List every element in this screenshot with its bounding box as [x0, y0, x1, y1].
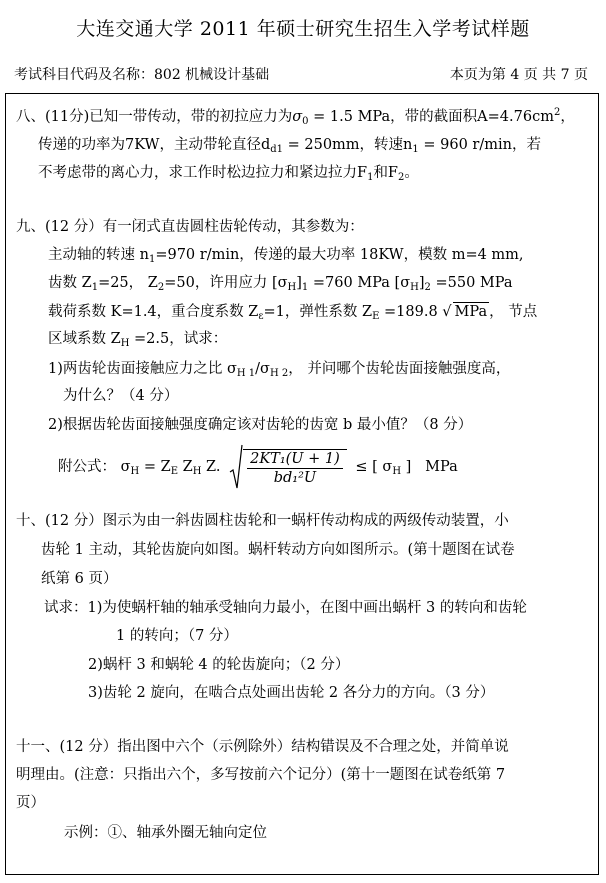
- q9-line-4: 载荷系数 K=1.4，重合度系数 $Z_\varepsilon=1$，弹性系数 $Z_E =189.8$ √ MPa ， 节点: [48, 304, 538, 322]
- q10-line-2: 齿轮 1 主动，其轮齿旋向如图。蜗杆转动方向如图所示。(第十题图在试卷: [41, 542, 515, 558]
- formula-fraction: [247, 452, 343, 486]
- question-box: [5, 93, 599, 875]
- page-number: 本页为第 4 页 共 7 页: [449, 67, 588, 83]
- q9-line-3: 齿数 $Z_1=25$， $Z_2=50$，许用应力 $[\sigma_H]_1 =760$ MPa $[\sigma_H]_2 =550$ MPa: [48, 275, 513, 293]
- q9-line-8: 2)根据齿轮齿面接触强度确定该对齿轮的齿宽 b 最小值？（8 分）: [48, 417, 473, 433]
- page-title: 大连交通大学 2011 年硕士研究生招生入学考试样题: [76, 18, 530, 40]
- q9-line-1: 九、(12 分）有一闭式直齿圆柱齿轮传动，其参数为：: [16, 219, 364, 235]
- radical-sign: [229, 444, 243, 490]
- q8-line-1: 八、(11分)已知一带传动，带的初拉应力为$\sigma_0 = 1.5$ MPa，带的截面积$A=4.76cm^2$，: [16, 107, 575, 127]
- q11-line-3: 页）: [16, 795, 45, 811]
- sqrt-mpa: MPa: [454, 304, 488, 320]
- subject-code: 考试科目代码及名称：802 机械设计基础: [14, 67, 270, 83]
- q10-line-6: 2)蜗杆 3 和蜗轮 4 的轮齿旋向；（2 分）: [88, 657, 350, 673]
- q10-line-7: 3)齿轮 2 旋向，在啮合点处画出齿轮 2 各分力的方向。（3 分）: [88, 685, 495, 701]
- fraction-numerator: 2KT₁(U + 1): [247, 452, 343, 470]
- q8-line-3: 不考虑带的离心力，求工作时松边拉力和紧边拉力$F_1$和$F_2$。: [38, 165, 419, 183]
- q9-line-6: 1)两齿轮齿面接触应力之比 $\sigma_{H 1}/\sigma_{H 2}$， 并问哪个齿轮齿面接触强度高，: [48, 361, 511, 379]
- q9-line-5: 区域系数 $Z_H =2.5$，试求：: [48, 331, 228, 349]
- q10-line-5: 1 的转向；（7 分）: [116, 628, 238, 644]
- q10-line-4: 试求：1)为使蜗杆轴的轴承受轴向力最小，在图中画出蜗杆 3 的转向和齿轮: [44, 600, 527, 616]
- q11-line-1: 十一、(12 分）指出图中六个（示例除外）结构错误及不合理之处，并简单说: [16, 739, 509, 755]
- fraction-denominator: bd₁²U: [273, 470, 317, 486]
- q10-line-3: 纸第 6 页）: [41, 571, 118, 587]
- q11-line-2: 明理由。(注意：只指出六个，多写按前六个记分）(第十一题图在试卷纸第 7: [16, 767, 506, 783]
- q9-formula: 附公式： $\sigma_H = Z_E$ $Z_H$ Z. $\frac{\text{2KT₁(U + 1)}}{\text{bd₁²U}}$ ≤ [ $\sigma_H$ ] MPa: [58, 444, 458, 490]
- q9-line-7: 为什么？（4 分）: [63, 388, 179, 404]
- q11-line-4: 示例：①、轴承外圈无轴向定位: [64, 825, 267, 841]
- radical: [229, 444, 347, 490]
- q8-line-2: 传递的功率为7KW，主动带轮直径$d_{d1} = 250mm$，转速$n_1 = 960$ r/min，若: [38, 137, 541, 155]
- q9-line-2: 主动轴的转速 $n_1=970$ r/min，传递的最大功率 18KW，模数 m=4 mm,: [48, 247, 524, 265]
- q10-line-1: 十、(12 分）图示为由一斜齿圆柱齿轮和一蜗杆传动构成的两级传动装置，小: [16, 513, 509, 529]
